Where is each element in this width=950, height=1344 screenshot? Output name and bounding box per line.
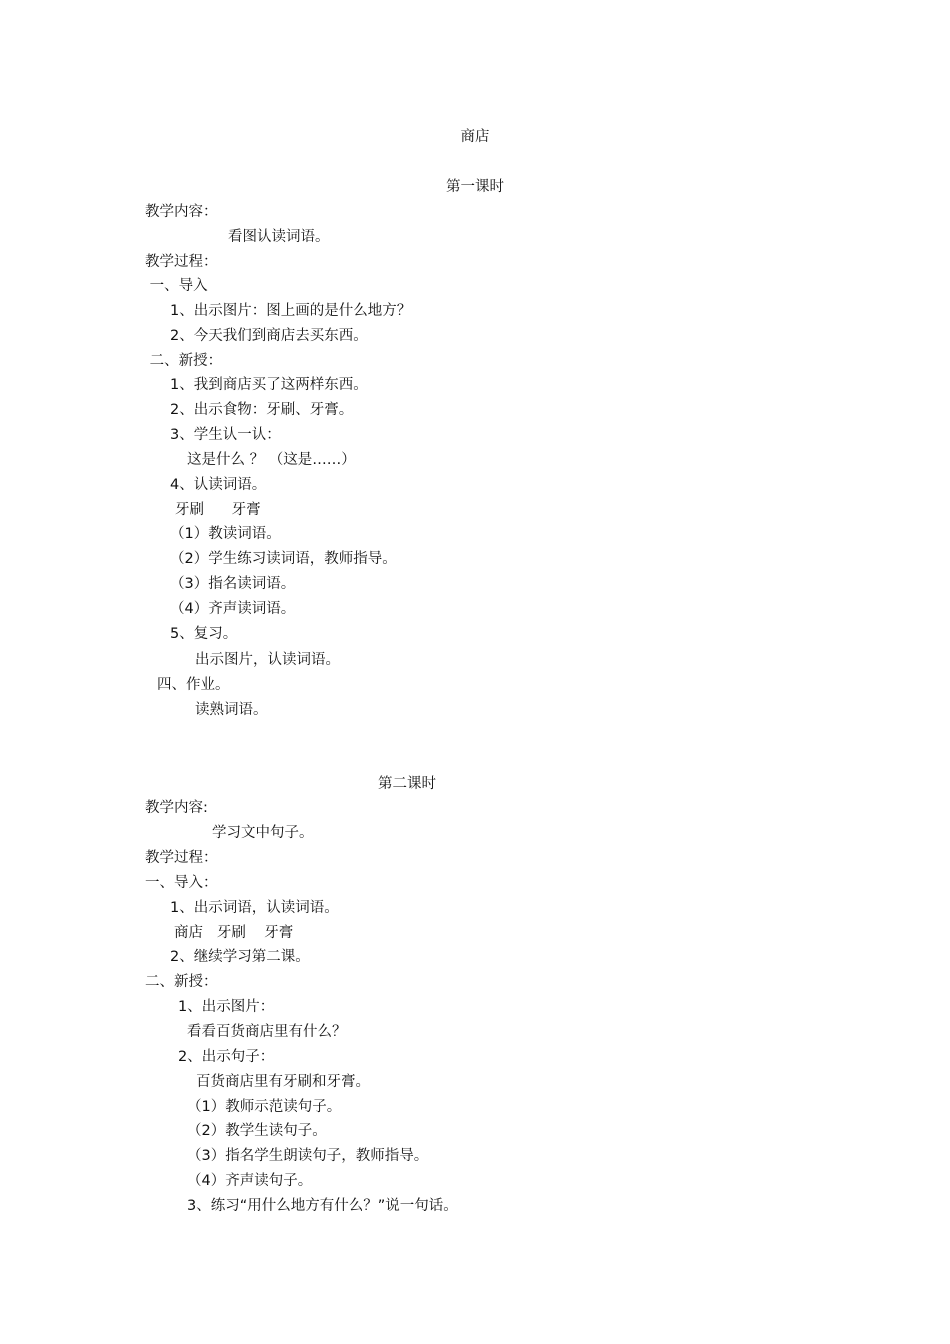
lesson2-new-item-3: 3、练习“用什么地方有什么？”说一句话。 [187, 1198, 458, 1214]
lesson2-content: 学习文中句子。 [212, 825, 314, 841]
lesson2-section-new: 二、新授： [145, 974, 218, 990]
lesson2-new-item-1: 1、出示图片： [178, 999, 275, 1015]
lesson1-section-new: 二、新授： [145, 353, 223, 369]
lesson2-intro-item-2: 2、继续学习第二课。 [170, 949, 310, 965]
lesson1-intro-item-2: 2、今天我们到商店去买东西。 [170, 328, 368, 344]
lesson1-intro-item-1: 1、出示图片：图上画的是什么地方？ [170, 303, 412, 319]
lesson1-review-text: 出示图片，认读词语。 [195, 652, 340, 668]
lesson1-heading: 第一课时 [446, 179, 504, 195]
lesson1-new-item-4: 4、认读词语。 [170, 477, 267, 493]
lesson2-heading: 第二课时 [378, 776, 436, 792]
lesson1-content: 看图认读词语。 [228, 229, 330, 245]
lesson2-section-intro: 一、导入： [145, 875, 218, 891]
lesson2-content-label: 教学内容: [145, 800, 208, 816]
lesson1-new-item-3: 3、学生认一认： [170, 427, 281, 443]
lesson1-process-label: 教学过程： [145, 254, 218, 270]
lesson1-section-intro: 一、导入 [145, 278, 208, 294]
lesson1-step-3: （3）指名读词语。 [170, 576, 296, 592]
lesson1-new-item-3-question: 这是什么 ？ （这是……） [187, 452, 356, 468]
lesson2-new-item-2: 2、出示句子： [178, 1049, 275, 1065]
lesson1-step-1: （1）教读词语。 [170, 526, 281, 542]
lesson1-section-homework: 四、作业。 [157, 677, 230, 693]
lesson1-new-item-5: 5、复习。 [170, 626, 238, 642]
lesson2-sentence: 百货商店里有牙刷和牙膏。 [196, 1074, 370, 1090]
lesson2-step-4: （4）齐声读句子。 [187, 1173, 313, 1189]
lesson2-word-list: 商店 牙刷 牙膏 [174, 925, 294, 941]
document-title: 商店 [460, 129, 490, 145]
lesson1-step-4: （4）齐声读词语。 [170, 601, 296, 617]
lesson2-picture-question: 看看百货商店里有什么？ [187, 1024, 347, 1040]
lesson1-content-label: 教学内容： [145, 204, 218, 220]
lesson2-step-3: （3）指名学生朗读句子，教师指导。 [187, 1148, 429, 1164]
lesson1-new-item-2: 2、出示食物：牙刷、牙膏。 [170, 402, 354, 418]
lesson2-step-1: （1）教师示范读句子。 [187, 1099, 342, 1115]
lesson1-new-item-1: 1、我到商店买了这两样东西。 [170, 377, 368, 393]
lesson2-step-2: （2）教学生读句子。 [187, 1123, 327, 1139]
lesson1-word-list: 牙刷 牙膏 [175, 502, 261, 518]
lesson2-process-label: 教学过程： [145, 850, 218, 866]
lesson1-homework-text: 读熟词语。 [195, 702, 268, 718]
lesson2-intro-item-1: 1、出示词语，认读词语。 [170, 900, 339, 916]
lesson1-step-2: （2）学生练习读词语，教师指导。 [170, 551, 397, 567]
